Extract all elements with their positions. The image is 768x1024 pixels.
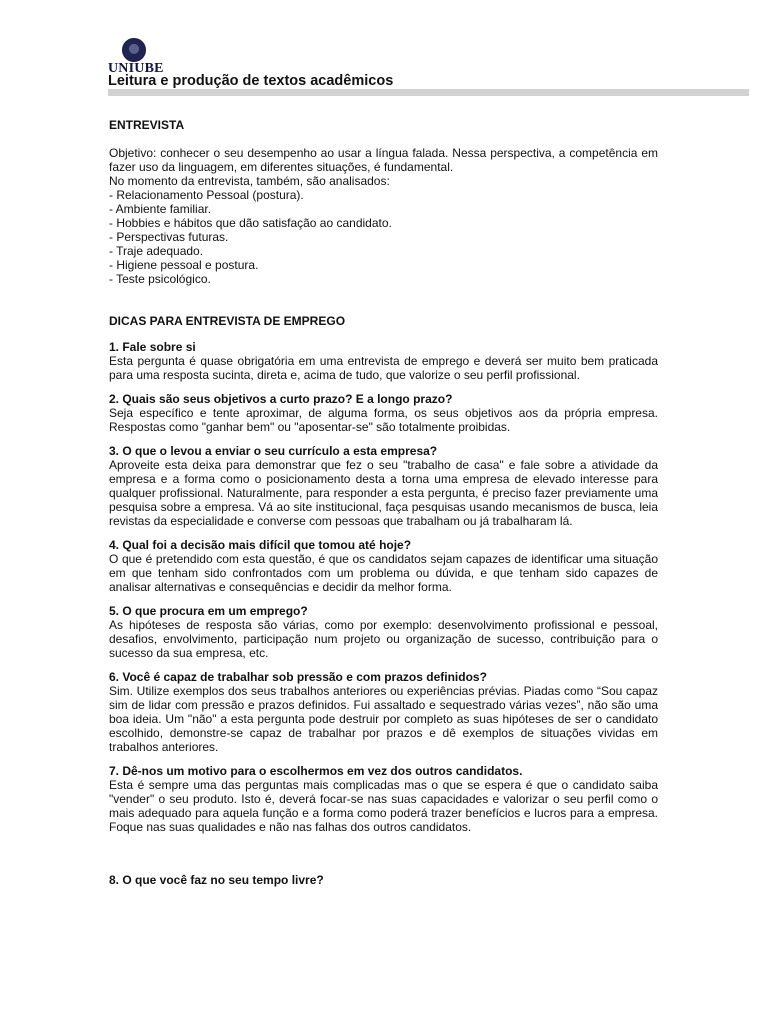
question-title: 6. Você é capaz de trabalhar sob pressão e com prazos definidos? [109, 670, 487, 684]
question-title: 7. Dê-nos um motivo para o escolhermos em vez dos outros candidatos. [109, 764, 523, 778]
list-item: - Ambiente familiar. [109, 202, 212, 216]
section-heading-dicas: DICAS PARA ENTREVISTA DE EMPREGO [109, 314, 346, 328]
question-answer: Seja específico e tente aproximar, de alguma forma, os seus objetivos aos da própria empresa. Respostas como "ganhar bem" ou "aposentar-se" são totalmente proibidas. [109, 406, 658, 434]
list-item: - Relacionamento Pessoal (postura). [109, 188, 304, 202]
course-title: Leitura e produção de textos acadêmicos [108, 73, 394, 89]
question-answer: Sim. Utilize exemplos dos seus trabalhos anteriores ou experiências prévias. Piadas como “Sou capaz sim de lidar com pressão e prazos definidos. Fui assaltado e sequestrado várias vezes”, não são uma boa ideia. Um "não" a esta pergunta pode destruir por completo as suas hipóteses de ser o candidato escolhido, demonstre-se capaz de trabalhar por prazos e dê exemplos de situações vividas em trabalhos anteriores. [109, 684, 658, 754]
objective-paragraph: Objetivo: conhecer o seu desempenho ao usar a língua falada. Nessa perspectiva, a competência em fazer uso da linguagem, em diferentes situações, é fundamental. [109, 146, 658, 174]
list-item: - Higiene pessoal e postura. [109, 258, 259, 272]
university-logo [108, 38, 168, 76]
list-item: - Perspectivas futuras. [109, 230, 229, 244]
analysis-intro: No momento da entrevista, também, são analisados: [109, 174, 390, 188]
section-heading-entrevista: ENTREVISTA [109, 118, 185, 132]
question-title: 5. O que procura em um emprego? [109, 604, 308, 618]
document-body [109, 118, 658, 887]
university-seal-icon [122, 38, 146, 62]
header-divider [108, 89, 749, 96]
question-answer: Esta pergunta é quase obrigatória em uma entrevista de emprego e deverá ser muito bem praticada para uma resposta sucinta, direta e, acima de tudo, que valorize o seu perfil profissional. [109, 354, 658, 382]
list-item: - Traje adequado. [109, 244, 204, 258]
question-title: 8. O que você faz no seu tempo livre? [109, 873, 324, 887]
list-item: - Teste psicológico. [109, 272, 211, 286]
logo-text: UNIUBE [108, 61, 164, 76]
question-title: 2. Quais são seus objetivos a curto prazo? E a longo prazo? [109, 392, 453, 406]
question-answer: Aproveite esta deixa para demonstrar que fez o seu "trabalho de casa" e fale sobre a atividade da empresa e a forma como o posicionamento desta a torna uma empresa de elevado interesse para qualquer profissional. Naturalmente, para responder a esta pergunta, é preciso fazer previamente uma pesquisa sobre a empresa. Vá ao site institucional, faça pesquisas usando mecanismos de busca, leia revistas da especialidade e converse com pessoas que trabalham ou já trabalharam lá. [109, 458, 658, 528]
question-title: 3. O que o levou a enviar o seu currículo a esta empresa? [109, 444, 438, 458]
list-item: - Hobbies e hábitos que dão satisfação ao candidato. [109, 216, 392, 230]
question-answer: O que é pretendido com esta questão, é que os candidatos sejam capazes de identificar uma situação em que tenham sido confrontados com um problema ou dúvida, e que tenham sido capazes de analisar alternativas e consequências e decidir da melhor forma. [109, 552, 658, 594]
question-title: 1. Fale sobre si [109, 340, 196, 354]
question-answer: Esta é sempre uma das perguntas mais complicadas mas o que se espera é que o candidato saiba "vender" o seu produto. Isto é, deverá focar-se nas suas capacidades e valorizar o seu perfil como o mais adequado para aquela função e a forma como poderá trazer benefícios e lucros para a empresa. Foque nas suas qualidades e não nas falhas dos outros candidatos. [109, 778, 658, 834]
question-answer: As hipóteses de resposta são várias, como por exemplo: desenvolvimento profissional e pessoal, desafios, envolvimento, participação num projeto ou organização de sucesso, contribuição para o sucesso da sua empresa, etc. [109, 618, 658, 660]
question-title: 4. Qual foi a decisão mais difícil que tomou até hoje? [109, 538, 412, 552]
